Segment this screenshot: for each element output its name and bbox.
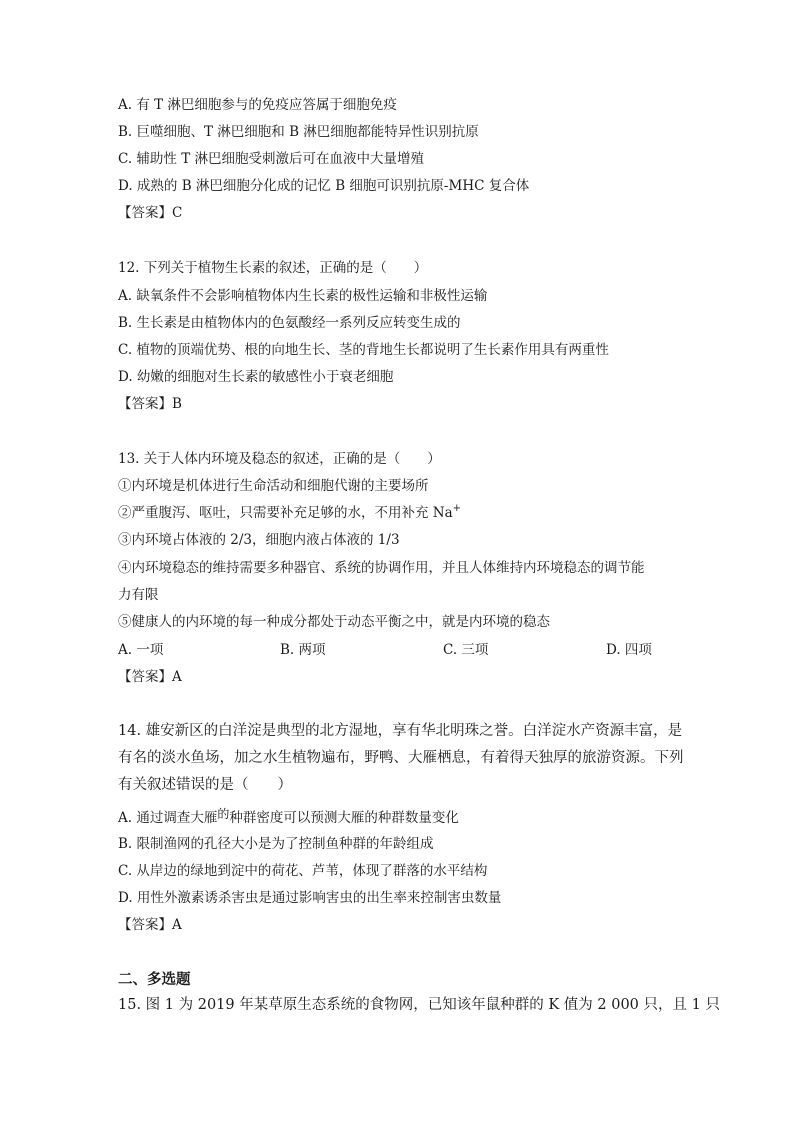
q13-stem: 13. 关于人体内环境及稳态的叙述，正确的是（ ） xyxy=(118,451,441,467)
q14-option-a xyxy=(118,809,459,827)
q14-option-a-sup: 的 xyxy=(217,807,230,821)
q13-item-5: ⑤健康人的内环境的每一种成分都处于动态平衡之中，就是内环境的稳态 xyxy=(118,614,550,630)
q12-stem: 12. 下列关于植物生长素的叙述，正确的是（ ） xyxy=(118,260,428,276)
q15-stem: 15. 图 1 为 2019 年某草原生态系统的食物网，已知该年鼠种群的 K 值为 2 000 只，且 1 只 xyxy=(118,997,720,1013)
q13-choice-a: A. 一项 xyxy=(118,642,164,658)
q13-item-3: ③内环境占体液的 2/3，细胞内液占体液的 1/3 xyxy=(118,532,400,548)
q11-answer: 【答案】C xyxy=(118,205,183,221)
q13-item-2 xyxy=(118,504,461,524)
q13-item-4-cont: 力有限 xyxy=(118,587,159,603)
q13-item-4: ④内环境稳态的维持需要多种器官、系统的协调作用，并且人体维持内环境稳态的调节能 xyxy=(118,560,645,576)
q12-option-c: C. 植物的顶端优势、根的向地生长、茎的背地生长都说明了生长素作用具有两重性 xyxy=(118,342,609,358)
q13-item-2-text: ②严重腹泻、呕吐，只需要补充足够的水，不用补充 Na xyxy=(118,505,453,521)
q14-stem-line-3: 有关叙述错误的是（ ） xyxy=(118,777,292,793)
q13-answer: 【答案】A xyxy=(118,669,182,685)
q14-option-a-pre: A. 通过调查大雁 xyxy=(118,810,218,826)
q11-option-c: C. 辅助性 T 淋巴细胞受刺激后可在血液中大量增殖 xyxy=(118,151,425,167)
q13-choice-b: B. 两项 xyxy=(280,642,326,658)
q14-option-d: D. 用性外激素诱杀害虫是通过影响害虫的出生率来控制害虫数量 xyxy=(118,890,502,906)
q14-stem-line-1: 14. 雄安新区的白洋淀是典型的北方湿地，享有华北明珠之誉。白洋淀水产资源丰富，是 xyxy=(118,723,683,739)
q14-option-b: B. 限制渔网的孔径大小是为了控制鱼种群的年龄组成 xyxy=(118,836,434,852)
q13-item-1: ①内环境是机体进行生命活动和细胞代谢的主要场所 xyxy=(118,478,429,494)
q13-item-2-sup: + xyxy=(452,503,462,514)
q12-option-d: D. 幼嫩的细胞对生长素的敏感性小于衰老细胞 xyxy=(118,369,394,385)
q14-option-c: C. 从岸边的绿地到淀中的荷花、芦苇，体现了群落的水平结构 xyxy=(118,863,488,879)
q13-choice-c: C. 三项 xyxy=(443,642,489,658)
q14-option-a-post: 种群密度可以预测大雁的种群数量变化 xyxy=(229,810,459,826)
q14-answer: 【答案】A xyxy=(118,917,182,933)
section-title-multiple-choice: 二、多选题 xyxy=(118,971,191,988)
q11-option-d: D. 成熟的 B 淋巴细胞分化成的记忆 B 细胞可识别抗原-MHC 复合体 xyxy=(118,178,530,194)
q12-answer: 【答案】B xyxy=(118,396,182,412)
q12-option-a: A. 缺氧条件不会影响植物体内生长素的极性运输和非极性运输 xyxy=(118,288,488,304)
q14-stem-line-2: 有名的淡水鱼场，加之水生植物遍布，野鸭、大雁栖息，有着得天独厚的旅游资源。下列 xyxy=(118,750,684,766)
q11-option-a: A. 有 T 淋巴细胞参与的免疫应答属于细胞免疫 xyxy=(118,97,397,113)
q13-choice-d: D. 四项 xyxy=(606,642,652,658)
q12-option-b: B. 生长素是由植物体内的色氨酸经一系列反应转变生成的 xyxy=(118,315,461,331)
q11-option-b: B. 巨噬细胞、T 淋巴细胞和 B 淋巴细胞都能特异性识别抗原 xyxy=(118,124,479,140)
